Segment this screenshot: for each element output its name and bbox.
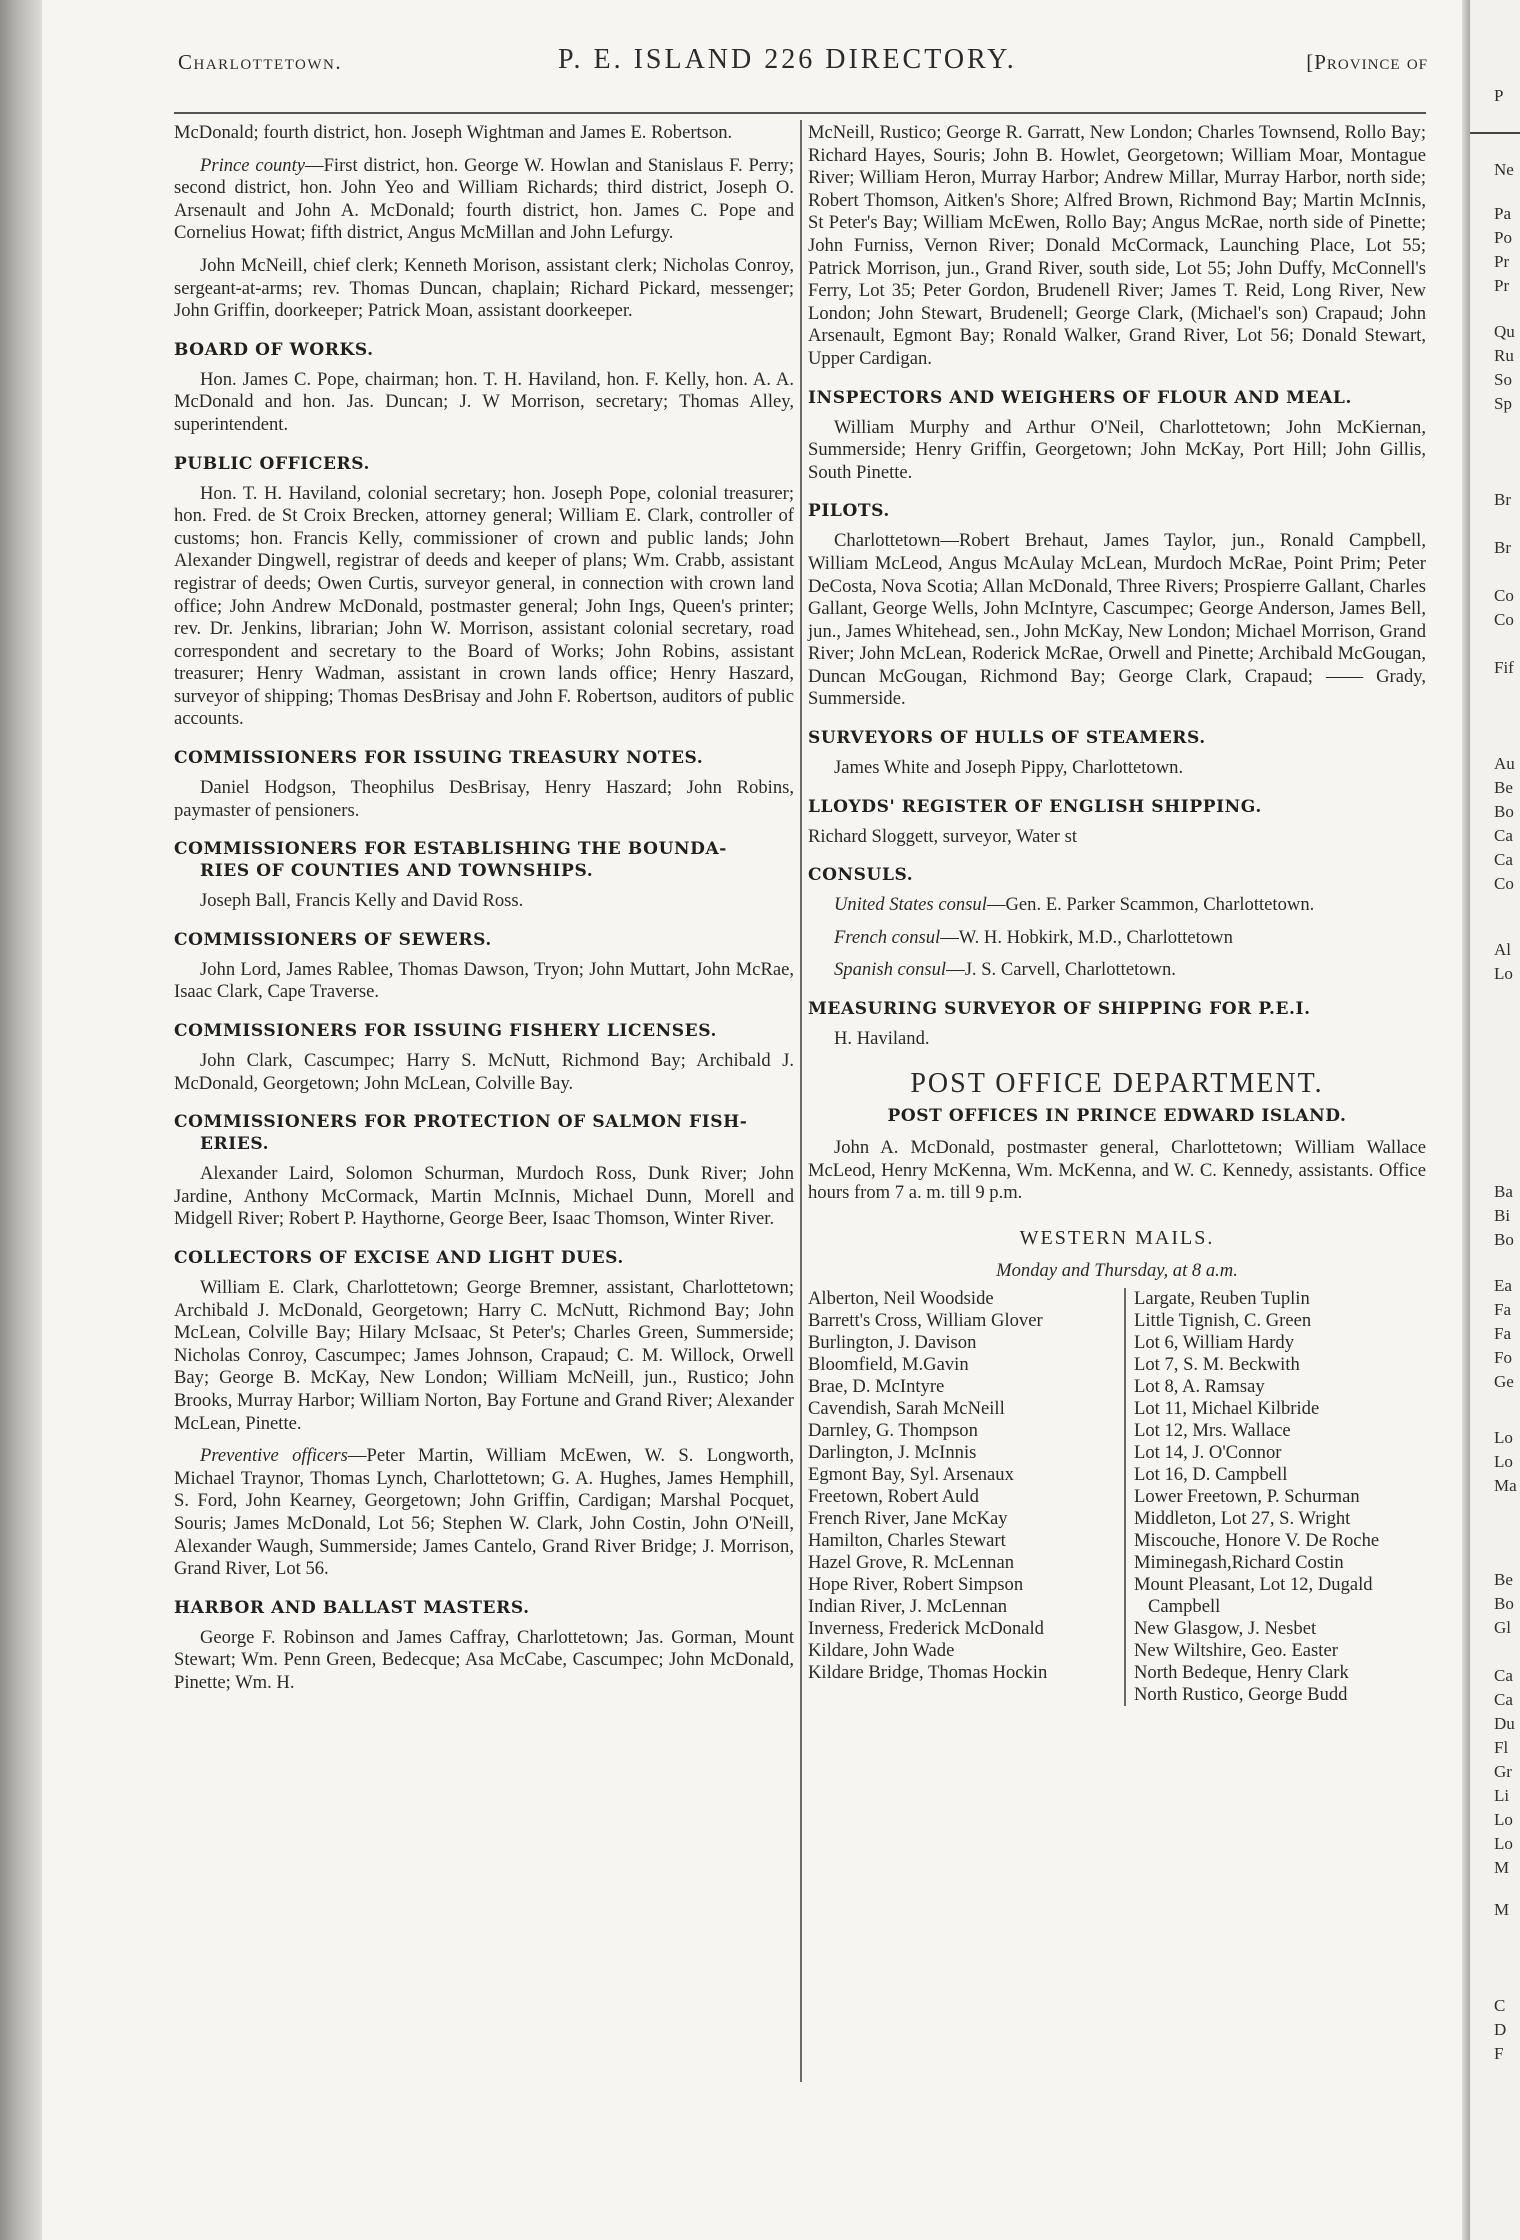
post-office-entry: Hope River, Robert Simpson [808,1574,1024,1596]
post-office-entry: Egmont Bay, Syl. Arsenaux [808,1464,1014,1486]
preventive-officers-text: —Peter Martin, William McEwen, W. S. Longworth, Michael Traynor, Thomas Lynch, Charlottetown; G. A. Hughes, James Hemphill, S. Ford, John Kearney, Georgetown; John Griffin, Cardigan; Marshal Pocquet, Souris; James McDonald, Lot 56; Stephen W. Clark, John Costin, John O'Neill, Alexander Waugh, Summerside; James Cantelo, Grand River Bridge; J. Morrison, Grand River, Lot 56. [174,1445,794,1580]
facing-page-text: Br [1494,538,1511,557]
heading-salmon-line1: COMMISSIONERS FOR PROTECTION OF SALMON FISH- [174,1112,748,1133]
running-head-left: Charlottetown. [178,50,343,74]
post-office-entry: Lot 16, D. Campbell [1134,1464,1288,1486]
preventive-officers-label: Preventive officers [200,1445,348,1467]
post-office-entry: Hazel Grove, R. McLennan [808,1552,1015,1574]
facing-page-text: Ru [1494,346,1514,365]
paragraph-boundaries: Joseph Ball, Francis Kelly and David Ross. [200,890,524,912]
post-office-entry: Darnley, G. Thompson [808,1420,978,1442]
facing-page-text: Ba [1494,1182,1513,1201]
paragraph-public-officers: Hon. T. H. Haviland, colonial secretary; hon. Joseph Pope, colonial treasurer; hon. Fred. de St Croix Brecken, attorney general; William E. Clark, controller of customs; hon. Francis Kelly, commissioner of crown and public lands; John Alexander Dingwell, registrar of deeds and keeper of plans; Wm. Crabb, assistant registrar of deeds; Owen Curtis, surveyor general, in connection with crown land office; John Andrew McDonald, postmaster general; John Ings, Queen's printer; rev. Dr. Jenkins, librarian; John W. Morrison, assistant colonial secretary, road correspondent and secretary to the Board of Works; John Robins, assistant treasurer; Henry Wadman, assistant in crown lands office; Henry Haszard, surveyor of shipping; Thomas DesBrisay and John F. Robertson, auditors of public accounts. [174,482,794,730]
paragraph-post-office-staff: John A. McDonald, postmaster general, Charlottetown; William Wallace McLeod, Henry McKenna, Wm. McKenna, and W. C. Kennedy, assistants. Office hours from 7 a. m. till 9 p.m. [808,1137,1426,1204]
facing-page-text: Ca [1494,826,1513,845]
facing-page-text: P [1494,86,1504,105]
paragraph-french-consul [808,927,1426,950]
paragraph-lloyds-register: Richard Sloggett, surveyor, Water st [808,825,1078,847]
spanish-consul-text: —J. S. Carvell, Charlottetown. [946,959,1176,981]
facing-page-text: Au [1494,754,1515,773]
western-mails-schedule: Monday and Thursday, at 8 a.m. [996,1259,1238,1281]
post-office-entry: Lot 6, William Hardy [1134,1332,1295,1354]
post-office-entry: Lot 7, S. M. Beckwith [1134,1354,1300,1376]
heading-sewers: COMMISSIONERS OF SEWERS. [174,929,492,950]
facing-page-text: Pr [1494,276,1510,295]
facing-page-text: Co [1494,874,1514,893]
facing-page-text: Co [1494,610,1514,629]
post-office-entry: French River, Jane McKay [808,1508,1008,1530]
heading-treasury-notes: COMMISSIONERS FOR ISSUING TREASURY NOTES. [174,748,704,769]
paragraph-excise-collectors: William E. Clark, Charlottetown; George Bremner, assistant, Charlottetown; Archibald J. McDonald, Georgetown; Harry C. McNutt, Richmond Bay; John McLean, Colville Bay; Hilary McIsaac, St Peter's; Charles Green, Summerside; Nicholas Conroy, Cascumpec; James Johnson, Crapaud; C. M. Willock, Orwell Bay; George B. McKay, New London; William McNeill, jun., Rustico; John Brooks, Murray Harbor; William Norton, Bay Fortune and Grand River; Alexander McLean, Pinette. [174,1277,794,1434]
facing-page-text: F [1494,2044,1504,2063]
facing-page-text: Pr [1494,252,1510,271]
facing-page-text: Co [1494,586,1514,605]
post-office-entry: Kildare, John Wade [808,1640,955,1662]
heading-salmon-fisheries [174,1111,794,1155]
heading-salmon-line2: ERIES. [200,1134,270,1155]
post-office-entry: Lower Freetown, P. Schurman [1134,1486,1360,1508]
heading-consuls: CONSULS. [808,865,914,886]
facing-page-text: Qu [1494,322,1515,341]
facing-page-text: Gl [1494,1618,1511,1637]
running-head-title: P. E. ISLAND 226 DIRECTORY. [558,44,1017,75]
heading-public-officers: PUBLIC OFFICERS. [174,453,371,474]
facing-page-text: M [1494,1858,1510,1877]
post-office-title: POST OFFICE DEPARTMENT. [910,1067,1324,1099]
heading-board-of-works: BOARD OF WORKS. [174,339,374,360]
prince-county-text: —First district, hon. George W. Howlan and Stanislaus F. Perry; second district, hon. John Yeo and William Richards; third district, Joseph O. Arsenault and John A. McDonald; fourth district, hon. James C. Pope and Cornelius Howat; fifth district, Angus McMillan and John Lefurgy. [174,154,794,244]
paragraph-spanish-consul [808,959,1426,982]
facing-page-text: Bo [1494,802,1514,821]
paragraph-steamer-surveyors: James White and Joseph Pippy, Charlottetown. [834,757,1184,779]
heading-lloyds-register: LLOYDS' REGISTER OF ENGLISH SHIPPING. [808,796,1262,817]
paragraph-fishery-licenses: John Clark, Cascumpec; Harry S. McNutt, Richmond Bay; Archibald J. McDonald, Georgetown; John McLean, Colville Bay. [174,1050,794,1094]
running-head-right: [Province of [1306,50,1428,74]
right-column [808,122,1426,1706]
paragraph-measuring-surveyor: H. Haviland. [834,1028,930,1050]
paragraph-salmon-fisheries: Alexander Laird, Solomon Schurman, Murdoch Ross, Dunk River; John Jardine, Anthony McCormack, Martin McInnis, Michael Dunn, Morell and Midgell River; Robert P. Haythorne, George Beer, Isaac Thomson, Winter River. [174,1163,794,1230]
paragraph-assembly-officers: John McNeill, chief clerk; Kenneth Morison, assistant clerk; Nicholas Conroy, sergeant-at-arms; rev. Thomas Duncan, chaplain; Richard Pickard, messenger; John Griffin, doorkeeper; Patrick Moan, assistant doorkeeper. [174,254,794,322]
post-office-entry: Darlington, J. McInnis [808,1442,977,1464]
facing-page-text: C [1494,1996,1506,2015]
facing-page-text: Br [1494,490,1511,509]
paragraph-pilots: Charlottetown—Robert Brehaut, James Taylor, jun., Ronald Campbell, William McLeod, Angus McAulay McLean, Murdoch McRae, Point Prim; Peter DeCosta, Nova Scotia; Allan McDonald, Three Rivers; Prospierre Gallant, Charles Gallant, George Wells, John McIntyre, Cascumpec; George Anderson, James Bell, jun., James Whitehead, sen., John McKay, New London; Michael Morrison, Grand River; John McLean, Roderick McRae, Orwell and Pinette; Archibald McGougan, Duncan McGougan, Richmond Bay; George Clark, Crapaud; —— Grady, Summerside. [808,530,1426,710]
post-office-entry: Brae, D. McIntyre [808,1376,945,1398]
mail-column-right [1124,1288,1426,1706]
spanish-consul-label: Spanish consul [834,959,947,981]
post-office-entry: Little Tignish, C. Green [1134,1310,1312,1332]
paragraph-treasury-notes: Daniel Hodgson, Theophilus DesBrisay, Henry Haszard; John Robins, paymaster of pensioners. [174,777,794,821]
facing-page-text: Ea [1494,1276,1512,1295]
prince-county-label: Prince county [200,154,305,176]
facing-page-text: Lo [1494,1428,1513,1447]
column-divider [800,120,802,2082]
post-office-entry: Middleton, Lot 27, S. Wright [1134,1508,1351,1530]
facing-page-text: Fl [1494,1738,1509,1757]
heading-excise-collectors: COLLECTORS OF EXCISE AND LIGHT DUES. [174,1248,624,1268]
facing-page-text: Po [1494,228,1512,247]
facing-page-text: Fa [1494,1324,1511,1343]
facing-page-text: Be [1494,1570,1513,1589]
facing-page-text: Du [1494,1714,1515,1733]
heading-post-offices: POST OFFICES IN PRINCE EDWARD ISLAND. [887,1106,1347,1127]
post-office-entry: Mount Pleasant, Lot 12, Dugald Campbell [1134,1574,1373,1618]
heading-steamer-surveyors: SURVEYORS OF HULLS OF STEAMERS. [808,728,1206,749]
western-mails-title: WESTERN MAILS. [1019,1227,1215,1249]
post-office-entry: Lot 14, J. O'Connor [1134,1442,1282,1464]
paragraph-board-of-works: Hon. James C. Pope, chairman; hon. T. H. Haviland, hon. F. Kelly, hon. A. A. McDonald and hon. Jas. Duncan; J. W Morrison, secretary; Thomas Alley, superintendent. [174,368,794,435]
facing-page-text: So [1494,370,1512,389]
heading-flour-inspectors: INSPECTORS AND WEIGHERS OF FLOUR AND MEAL. [808,387,1352,408]
heading-pilots: PILOTS. [808,501,890,522]
paragraph-harbor-masters-cont: McNeill, Rustico; George R. Garratt, New London; Charles Townsend, Rollo Bay; Richard Hayes, Souris; John B. Howlet, Georgetown; William Moar, Montague River; William Heron, Murray Harbor; Andrew Millar, Murray Harbor, north side; Robert Thomson, Aitken's Shore; Alfred Brown, Richmond Bay; Martin McInnis, St Peter's Bay; William McEwen, Rollo Bay; Angus McRae, north side of Pinette; John Furniss, Vernon River; Donald McCormack, Launching Place, Lot 55; Patrick Morrison, jun., Grand River, south side, Lot 55; John Duffy, McConnell's Ferry, Lot 35; Peter Gordon, Brudenell River; James T. Reid, Long River, New London; John Stewart, Brudenell; George Clark, (Michael's son) Crapaud; John Arsenault, Egmont Bay; Ronald Walker, Grand River, Lot 56; Donald Stewart, Upper Cardigan. [808,122,1426,369]
facing-page-text: Be [1494,778,1513,797]
french-consul-label: French consul [834,926,941,948]
facing-page-text: Bi [1494,1206,1511,1225]
post-office-entry: Miminegash,Richard Costin [1134,1552,1344,1574]
post-office-entry: New Glasgow, J. Nesbet [1134,1618,1317,1640]
heading-measuring-surveyor: MEASURING SURVEYOR OF SHIPPING FOR P.E.I. [808,999,1311,1020]
mail-column-left [808,1288,1113,1684]
post-office-entry: North Bedeque, Henry Clark [1134,1662,1349,1684]
facing-page-text: Lo [1494,1452,1513,1471]
facing-page-text: Ca [1494,1690,1513,1709]
facing-page-text: Lo [1494,1810,1513,1829]
post-office-entry: Freetown, Robert Auld [808,1486,979,1508]
heading-boundaries [174,838,794,882]
post-office-entry: Hamilton, Charles Stewart [808,1530,1006,1552]
heading-boundaries-line1: COMMISSIONERS FOR ESTABLISHING THE BOUNDA- [174,839,727,860]
facing-page-text: Ca [1494,1666,1513,1685]
running-head [178,44,1428,94]
post-office-entry: New Wiltshire, Geo. Easter [1134,1640,1338,1662]
post-office-entry: Cavendish, Sarah McNeill [808,1398,1005,1420]
paragraph-us-consul [808,894,1426,917]
facing-page-text: Bo [1494,1230,1514,1249]
facing-page-text: Gr [1494,1762,1512,1781]
paragraph-harbor-masters: George F. Robinson and James Caffray, Charlottetown; Jas. Gorman, Mount Stewart; Wm. Penn Green, Bedecque; Asa McCabe, Cascumpec; John McDonald, Pinette; Wm. H. [174,1626,794,1693]
facing-page-text: Lo [1494,1834,1513,1853]
post-office-entry: Alberton, Neil Woodside [808,1288,994,1310]
post-office-entry: Lot 8, A. Ramsay [1134,1376,1265,1398]
facing-page-text: Pa [1494,204,1511,223]
page-edge-shadow [1462,0,1470,2240]
facing-page-text: Ma [1494,1476,1517,1495]
facing-page-text: Al [1494,940,1511,959]
us-consul-text: —Gen. E. Parker Scammon, Charlottetown. [986,894,1315,916]
post-office-entry: Lot 12, Mrs. Wallace [1134,1420,1291,1442]
left-column [174,122,794,1705]
post-office-entry: Inverness, Frederick McDonald [808,1618,1044,1640]
facing-page-text: Ne [1494,160,1514,179]
facing-page-text: Ca [1494,850,1513,869]
post-office-entry: Kildare Bridge, Thomas Hockin [808,1662,1048,1684]
post-office-entry: Lot 11, Michael Kilbride [1134,1398,1320,1420]
heading-harbor-masters: HARBOR AND BALLAST MASTERS. [174,1597,530,1618]
binding-gutter [0,0,42,2240]
facing-page-text: Bo [1494,1594,1514,1613]
facing-page-text: Sp [1494,394,1512,413]
facing-page-text: M [1494,1900,1510,1919]
post-office-entry: Bloomfield, M.Gavin [808,1354,969,1376]
paragraph-legislators-queens: McDonald; fourth district, hon. Joseph Wightman and James E. Robertson. [174,122,733,143]
facing-page-fragment [1470,0,1520,2240]
heading-boundaries-line2: RIES OF COUNTIES AND TOWNSHIPS. [200,861,594,882]
paragraph-sewers: John Lord, James Rablee, Thomas Dawson, Tryon; John Muttart, John McRae, Isaac Clark, Cape Traverse. [174,958,794,1003]
facing-page-text: Fa [1494,1300,1511,1319]
post-office-entry: North Rustico, George Budd [1134,1684,1348,1706]
us-consul-label: United States consul [834,894,987,916]
facing-page-text: Fif [1494,658,1514,677]
post-office-entry: Barrett's Cross, William Glover [808,1310,1043,1332]
heading-fishery-licenses: COMMISSIONERS FOR ISSUING FISHERY LICENSES. [174,1021,718,1042]
header-rule [174,112,1426,114]
post-office-entry: Miscouche, Honore V. De Roche [1134,1530,1380,1552]
paragraph-prince-county [174,155,794,245]
french-consul-text: —W. H. Hobkirk, M.D., Charlottetown [940,926,1233,948]
facing-page-text: Lo [1494,964,1513,983]
paragraph-flour-inspectors: William Murphy and Arthur O'Neil, Charlottetown; John McKiernan, Summerside; Henry Griffin, Georgetown; John McKay, Port Hill; John Gillis, South Pinette. [808,416,1426,483]
post-office-entry: Indian River, J. McLennan [808,1596,1008,1618]
post-office-entry: Largate, Reuben Tuplin [1134,1288,1310,1310]
facing-page-text: D [1494,2020,1507,2039]
facing-page-text: Li [1494,1786,1510,1805]
post-office-entry: Burlington, J. Davison [808,1332,977,1354]
facing-page-text: Fo [1494,1348,1512,1367]
facing-page-text: Ge [1494,1372,1514,1391]
paragraph-preventive-officers [174,1445,794,1581]
